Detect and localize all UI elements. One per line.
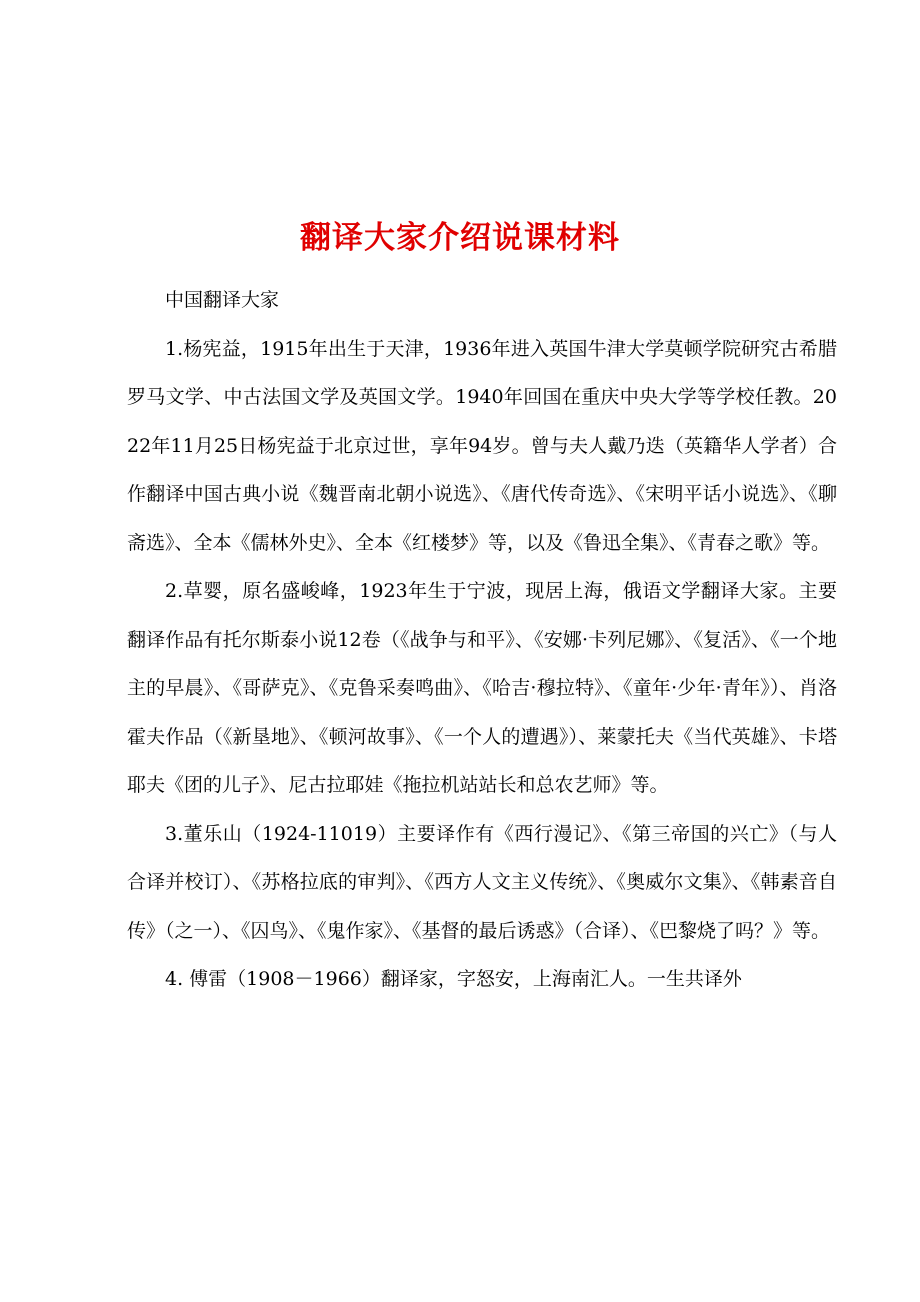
paragraph-cao-ying: 2.草婴，原名盛峻峰，1923年生于宁波，现居上海，俄语文学翻译大家。主要翻译作品有托尔斯泰小说12卷（《战争与和平》、《安娜·卡列尼娜》、《复活》、《一个地主的早晨》、《哥萨克》、《克鲁采奏鸣曲》、《哈吉·穆拉特》、《童年·少年·青年》）、肖洛霍夫作品（《新垦地》、《顿河故事》、《一个人的遭遇》）、莱蒙托夫《当代英雄》、卡塔耶夫《团的儿子》、尼古拉耶娃《拖拉机站站长和总农艺师》等。: [127, 580, 837, 796]
paragraph-yang-xianyi: 1.杨宪益，1915年出生于天津，1936年进入英国牛津大学莫顿学院研究古希腊罗马文学、中古法国文学及英国文学。1940年回国在重庆中央大学等学校任教。2022年11月25日杨宪益于北京过世，享年94岁。曾与夫人戴乃迭（英籍华人学者）合作翻译中国古典小说《魏晋南北朝小说选》、《唐代传奇选》、《宋明平话小说选》、《聊斋选》、全本《儒林外史》、全本《红楼梦》等，以及《鲁迅全集》、《青春之歌》等。: [127, 337, 837, 554]
paragraph-dong-leshan: 3.董乐山（1924-11019）主要译作有《西行漫记》、《第三帝国的兴亡》（与人合译并校订）、《苏格拉底的审判》、《西方人文主义传统》、《奥威尔文集》、《韩素音自传》（之一）、《囚鸟》、《鬼作家》、《基督的最后诱惑》（合译）、《巴黎烧了吗？》等。: [127, 822, 837, 942]
subtitle-paragraph: 中国翻译大家: [165, 289, 280, 311]
paragraph-fu-lei: 4. 傅雷（1908－1966）翻译家，字怒安，上海南汇人。一生共译外: [165, 968, 742, 990]
document-body: [127, 276, 837, 1004]
document-title: 翻译大家介绍说课材料: [300, 219, 620, 256]
